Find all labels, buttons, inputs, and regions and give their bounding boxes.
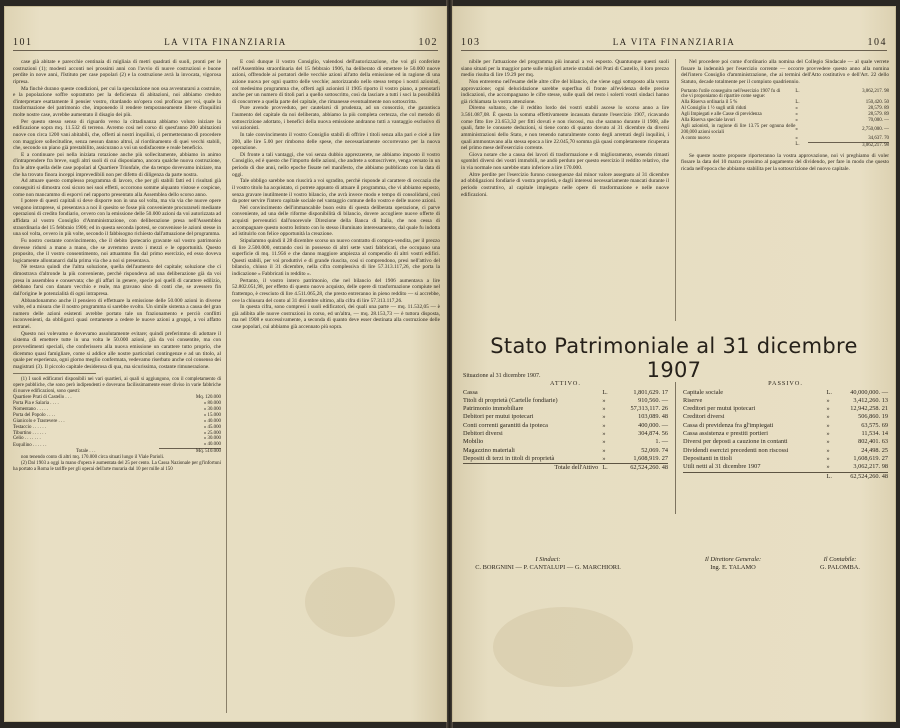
table-cell: Riserve bbox=[683, 396, 703, 404]
right-page bbox=[452, 6, 896, 722]
table-cell: » bbox=[795, 118, 798, 124]
page-number: 101 bbox=[13, 37, 33, 48]
table-row bbox=[463, 430, 668, 438]
table-cell: Patrimonio immobiliare bbox=[463, 405, 524, 413]
paragraph: Nè restava quindi che l'altra soluzione, quella dell'aumento del capitale; soluzione che ci dimostrava d'altronde la più conveniente, perchè rispondeva ad una deliberazione già da voi presa in assemblea e conservata; che gli affari in genere, specie poi quelli di carattere edilizio, debbano farsi con danaro vecchio e reale, ma gravano sino di conti che, se avessero fin dall'origine le potenzialità di ogni intrapresa. bbox=[13, 264, 221, 297]
signature-names: C. BORGNINI — P. CANTALUPI — G. MARCHIORI. bbox=[475, 564, 621, 572]
paragraph: E a continuare poi nella iniziata rotazione anche più sollecitamente, abbiamo in animo d'intraprendere fra breve, sugli altri suoli di cui disponiamo, ancora qualche nuova costruzione, fra le altre quella delle case popolari al Quartiere Trionfale, che da tempo dovevamo iniziare, ma che ha trovato finora inceppi imprevedibili non per difetto di diligenza da parte nostra. bbox=[13, 151, 221, 178]
paragraph: Se queste nostre proposte riporteranno la vostra approvazione, noi vi preghiamo di voler fissare la data del 10 marzo prossimo al pagamento del dividendo, per fare in modo che questo ricada nell'epoca che abbiamo stabilita per la sottoscrizione del nuovo capitale. bbox=[681, 152, 889, 172]
text-column-2 bbox=[232, 59, 440, 717]
footnote-text: non tenendo conto di altri mq. 170.000 circa situati lungo il Viale Parioli. bbox=[21, 455, 165, 461]
paragraph: Ad attuare questo complesso programma di lavoro, che per gli stabili fatti ed i risultati già conseguiti si dimostra così sicuro nei suoi effetti, occorrono somme alquanto vistose e cospicue, come non mancammo di esporvi nel rapporto presentato alla Assemblea dello scorso anno. bbox=[13, 178, 221, 198]
table-cell: » 25.000 bbox=[203, 430, 221, 436]
table-cell: » bbox=[826, 438, 830, 446]
table-row bbox=[683, 389, 888, 397]
liabilities-total-row bbox=[683, 472, 888, 481]
table-cell: » bbox=[826, 396, 830, 404]
paragraph: Stipulammo quindi il 28 dicembre scorso un nuovo contratto di compra-vendita, per il prezzo di lire 2.500.000, entrando così in possesso di altri sette vasti fabbricati, che occupano una superficie di mq. 11.956 e che danno maggiore ampiezza al compendio di altri vostri edifici. Questi stabili, per voi produttivi e di grande riuscita, così si comprendono, presi nell'attivo del bilancio, chiuso il 31 dicembre, nella cifra complessiva di lire 57.313.117,26, che porta la indicazione « Fabbricati in reddito ». bbox=[232, 237, 440, 277]
signature-block-direttore bbox=[678, 556, 788, 573]
table-row bbox=[463, 447, 668, 455]
text-column-1 bbox=[461, 59, 669, 321]
table-row bbox=[463, 405, 668, 413]
footnote-table bbox=[13, 395, 221, 455]
table-cell: » 40.000 bbox=[203, 418, 221, 424]
table-cell: Testaccio . . . . . . bbox=[13, 424, 47, 430]
table-cell: » bbox=[602, 430, 606, 438]
table-row bbox=[463, 413, 668, 421]
table-cell: » bbox=[826, 430, 830, 438]
table-cell: 34,637. 70 bbox=[868, 135, 889, 141]
balance-divider bbox=[675, 382, 676, 514]
table-cell: » 80.000 bbox=[203, 401, 221, 406]
table-cell: Creditori diversi bbox=[683, 413, 725, 421]
table-cell: Alla Riserva ordinaria il 5 % bbox=[681, 100, 738, 106]
table-cell: Capitale sociale bbox=[683, 388, 724, 396]
table-row bbox=[463, 455, 668, 464]
table-cell: Mq. 510.000 bbox=[159, 449, 222, 455]
paragraph: Ma finchè durano queste condizioni, per cui la speculazione non osa avventurarsi a costruire, e la popolazione soffre soprattutto per la deficienza di abitazioni, noi abbiamo creduto d'interpretare esattamente il pensier vostro, ritardando un'opera così proficua per voi, quale la trasformazione del patrimonio che, imponendo il rendere temporaneamente libere d'inquilini molte nostre case, avrebbe aumentato il disagio dei più. bbox=[13, 85, 221, 118]
table-cell: » 40.000 bbox=[203, 442, 221, 448]
table-cell: 1,608,619. 27 bbox=[853, 454, 888, 462]
table-cell: che vi proponiamo di ripartire come segue: bbox=[681, 94, 766, 100]
assets-total-row bbox=[463, 464, 668, 473]
signature-names: G. PALOMBA. bbox=[819, 564, 861, 572]
paragraph: Pertanto, il vostro intero patrimonio, che nel bilancio del 1906 aumentava a lire 52.802.051,98, per effetto di questo nuovo acquisto, delle opere di trasformazione compiute nel frattempo, è cresciuto di lire 4.511.065,28, che presto entreranno in pieno reddito — si accrebbe, ove la chiusura del conto al 31 dicembre ultimo, alla cifra di lire 57.313.117,26. bbox=[232, 277, 440, 304]
table-cell: 62,524,260. 48 bbox=[836, 472, 888, 481]
paragraph: Fu nostro costante convincimento, che il debito ipotecario gravante sul vostro patrimonio dovesse ridursi a mano a mano, che se avremmo avuto i mezzi e le opportunità. Questo proposito, che il vostro consentimento, noi attuammo fin dal primo esercizio, ed esso doveva logicamente allontanarci dalla prima via che a noi si presentava. bbox=[13, 237, 221, 264]
table-cell: » bbox=[602, 446, 606, 454]
table-cell: L. bbox=[795, 142, 800, 148]
table-cell: 1. — bbox=[655, 438, 668, 446]
table-cell: 40,000,000. — bbox=[850, 388, 888, 396]
balance-sheet-title: Stato Patrimoniale al 31 dicembre 1907 bbox=[490, 334, 858, 382]
table-cell: » bbox=[795, 136, 798, 141]
table-cell: Alla Riserva speciale lavori bbox=[681, 118, 736, 124]
paragraph: Giova notare che a causa dei lavori di trasformazione e di miglioramento, essendo rimasti sgombri diversi dei vostri immobili, ne andò perduto per questo esercizio il reddito relativo, che in via normale non sarebbe stato inferiore a lire 170.000. bbox=[461, 151, 669, 171]
liabilities-heading: PASSIVO. bbox=[768, 380, 803, 388]
footnote-rule bbox=[13, 373, 96, 374]
table-cell: L. bbox=[826, 388, 832, 396]
left-page bbox=[4, 6, 447, 722]
journal-title: LA VITA FINANZIARIA bbox=[164, 37, 287, 47]
signature-block-sindaci bbox=[463, 556, 633, 573]
signature-heading: Il Direttore Generale: bbox=[704, 556, 762, 563]
table-cell: Cassa bbox=[463, 388, 478, 396]
table-cell: Agli azionisti, in ragione di lire 13.75 per ognuna delle 200,000 azioni sociali bbox=[681, 123, 796, 135]
table-cell: Gianicolo e Trastevere . . . bbox=[13, 418, 65, 424]
table-cell: » bbox=[602, 413, 606, 421]
table-row bbox=[683, 405, 888, 413]
table-cell: 63,575. 69 bbox=[861, 421, 888, 429]
table-cell: Depositi di terzi in titoli di proprietà bbox=[463, 454, 555, 462]
table-cell: 506,860. 19 bbox=[858, 413, 888, 421]
table-cell: » bbox=[795, 106, 798, 112]
text-column-2 bbox=[681, 59, 889, 321]
paragraph: Di fronte a tali vantaggi, che voi senza dubbio apprezzerete, ne abbiamo imposto il vostro Consiglio, ed è questo che l'importo delle azioni, che andrete a sottoscrivere, venga versato in un periodo di due anni, nello epoche fissate nel manifesto, che abbiamo pubblicato con la data di oggi. bbox=[232, 151, 440, 178]
table-total-row bbox=[681, 142, 889, 148]
table-cell: Utili netti al 31 dicembre 1907 bbox=[683, 463, 761, 471]
table-row bbox=[683, 447, 888, 455]
situation-date: Situazione al 31 dicembre 1907. bbox=[463, 373, 541, 379]
table-cell: 70,000. — bbox=[868, 118, 889, 124]
table-cell: L. bbox=[602, 464, 612, 473]
table-row bbox=[683, 463, 888, 472]
table-cell: Diversi per deposti a cauzione in contanti bbox=[683, 438, 788, 446]
table-cell: 62,524,260. 48 bbox=[612, 464, 668, 473]
paragraph: Pure avendo provveduto, per cautelarsi di prudenza, ad un consorzio, che garantisca l'aumento del capitale da noi deliberato, abbiamo la più completa certezza, che col metodo di sottoscrizione adottato, i benefici della nuova emissione andranno tutti a vantaggio esclusivo di voi azionisti. bbox=[232, 105, 440, 132]
signature-heading: I Sindaci: bbox=[535, 556, 561, 563]
table-cell: Agli Impiegati e alle Casse di previdenza bbox=[681, 112, 762, 118]
paragraph: In tale convincimento il vostro Consiglio stabilì di offrire i titoli senza alla pari e cioè a lire 200, alle lire 5.00 per rimborso delle spese, che necessariamente occorrevano per la nuova operazione. bbox=[232, 131, 440, 152]
table-cell: » bbox=[826, 463, 830, 471]
table-row bbox=[683, 438, 888, 446]
table-row bbox=[463, 397, 668, 405]
table-cell: 28,579. 89 bbox=[868, 106, 889, 112]
table-cell: 150,420. 50 bbox=[865, 100, 889, 106]
paragraph: case già abitate e parecchie centinaia di migliaia di metri quadrati di suoli, pronti per le costruzioni (1); modesti acconti nei prossimi anni con l'avvio di nuove costruzioni e buone perdite in nove anni, l'Istituto per case popolari (2) e la costruzione avrà la invocata, vigorosa ripresa. bbox=[13, 59, 221, 85]
assets-side bbox=[463, 372, 668, 473]
table-cell: Portanto l'utile conseguito nell'esercizio 1907 fu di bbox=[681, 88, 781, 94]
table-cell: » bbox=[826, 413, 830, 421]
table-cell: 52,069. 74 bbox=[641, 446, 668, 454]
table-cell: Titoli di proprietà (Cartelle fondiarie) bbox=[463, 396, 558, 404]
paragraph: I potere di questi capitali si deve disporre non in una sol volta, ma via via che nuove opere vengono intraprese, si presentava a noi il quesito se fosse più conveniente procurarseli mediante operazioni di credito fondiario, ovvero con la emissione delle 50.000 azioni da voi autorizzata ad affidata al vostro Consiglio d'Amministrazione, con deliberazione presa nell'Assemblea straordinaria del 15 febbraio 1906; ed in questa seconda ipotesi, se convenisse le azioni stesse in una sol volta, ovvero in più volte, secondo il fabbisogno richiesto dall'attuazione del programma. bbox=[13, 198, 221, 238]
table-cell: Creditori per mutui ipotecari bbox=[683, 405, 756, 413]
table-cell: Totale dell'Attivo bbox=[463, 464, 602, 473]
table-cell: Conti correnti garantiti da ipoteca bbox=[463, 421, 548, 429]
text-column-1 bbox=[13, 59, 221, 717]
table-cell: Magazzino materiali bbox=[463, 446, 515, 454]
liabilities-table bbox=[683, 389, 888, 481]
table-cell: » bbox=[795, 112, 798, 118]
table-cell: Debitori per mutui ipotecari bbox=[463, 413, 534, 421]
table-cell: Mq. 120.000 bbox=[195, 395, 221, 401]
page-number: 104 bbox=[867, 37, 887, 48]
table-cell: Porta Pia e Salaria . . . . bbox=[13, 401, 59, 406]
table-cell: Porta del Popolo . . . . bbox=[13, 412, 56, 418]
paragraph: Tale obbligo sarebbe non riuscirà a voi sgradito, perchè risponde al carattere di ceccazia che il vostro titolo ha acquistato, ci potrete appunto di attuare il programma, che vi abbiamo esposto, senza gravare inutilmente il vostro bilancio, che avrà invece modo e tempo di consolidarsi, così da poter servire l'intero capitale sociale nel vantaggio comune dello vostro e delle nuove azioni. bbox=[232, 178, 440, 205]
table-cell: 910,560. — bbox=[638, 396, 668, 404]
table-cell: » bbox=[826, 405, 830, 413]
table-cell: » bbox=[602, 405, 606, 413]
paragraph: Nel convincimento dell'immancabile buon esito di questa deliberata operazione, ci parve conveniente, ad una delle riforme disponibilità di bilancio, dovere accogliere nuove offerte di acquisti pervenutici dall'onorevole Direzione della Banca di Italia, che non cessa di accompagnare questo nostro Istituto con lo stesso illuminato interessamento, dal quale fu indotta ad istituirlo con felice opportunità la creazione. bbox=[232, 204, 440, 238]
table-cell: L. bbox=[795, 100, 800, 106]
signatures bbox=[463, 556, 885, 582]
table-cell: 103,089. 48 bbox=[638, 413, 668, 421]
table-cell: » bbox=[602, 396, 606, 404]
table-cell: 1,608,919. 27 bbox=[633, 454, 668, 462]
page-number: 103 bbox=[461, 37, 481, 48]
table-cell: » 30.000 bbox=[203, 436, 221, 442]
paragraph: E così dunque il vostro Consiglio, valendosi dell'autorizzazione, che voi gli conferiste nell'Assemblea straordinaria del 15 febbraio 1906, ha deliberato di emettere le 50.000 nuove azioni, offrendole ai portatori delle vecchie azioni all'atto della emissione ed in ragione di una azione nuova per ogni quattro delle vecchie; autorizzando nello stesso tempo i nostri azionisti, col medesimo programma che, offerti agli azionisti il 1905 riporto il vostro piano, a prenotarli anche per un numero di titoli pari a quello sottoscritto, così da lasciare a tutti i soci la possibilità di concorrere a quella parte del capitale, che rimanesse eventualmente non sottoscritta. bbox=[232, 59, 440, 105]
column-divider bbox=[675, 59, 676, 321]
table-cell: 11,534. 14 bbox=[861, 430, 888, 438]
table-cell: 24,498. 25 bbox=[861, 446, 888, 454]
table-cell: L. bbox=[795, 88, 800, 94]
table-cell: 12,942,258. 21 bbox=[850, 405, 888, 413]
table-cell: Totale . . . bbox=[76, 449, 96, 454]
paragraph: Abbandonammo anche il pensiero di effettuare la emissione delle 50.000 azioni in diverse volte, ed a misura che il nostro programma si sarebbe svolto. Un simile sistema a causa del gran numero delle azioni esistenti avrebbe portato tale un frazionamento e perciò conflitti inconvenienti, da obbligarci quasi certamente a cedere le nuove azioni a gruppi, a voi affatto estranei. bbox=[13, 297, 221, 330]
paragraph: In questa cifra, sono compresi i suoli edificatori, dei quali una parte — mq. 11.532,05 — è già adibita alle nuove costruzioni in corso, ed un'altra, — mq. 28.153,73 — è tuttora disposta, ma nel 1908 e successivamente, a seconda di quanto deve esser destinata alla costruzione delle case popolari, cui abbiamo già accennato più sopra. bbox=[232, 304, 440, 330]
table-cell: Dividendi esercizi precedenti non riscossi bbox=[683, 446, 789, 454]
table-row bbox=[683, 430, 888, 438]
footnote-1 bbox=[13, 377, 221, 473]
table-cell: » bbox=[826, 446, 830, 454]
table-cell: » 15.000 bbox=[203, 412, 221, 418]
page-number: 102 bbox=[418, 37, 438, 48]
blank-area bbox=[463, 592, 885, 712]
assets-heading: ATTIVO. bbox=[550, 380, 581, 388]
table-cell: Esquilino . . . . . . bbox=[13, 442, 47, 448]
table-row bbox=[683, 422, 888, 430]
paragraph: Altre perdite per l'esercizio furono conseguenze dal minor valore assegnato al 31 dicembre ad obbligazioni fondiarie di vostra proprietà, e dagli interessi necessariamente mancati durante il periodo costruttivo, al capitale impiegato nelle opere di trasformazione e nelle nuove edificazioni. bbox=[461, 171, 669, 198]
table-cell: 3,062,217. 98 bbox=[808, 142, 889, 148]
table-row bbox=[463, 389, 668, 397]
table-cell: 802,401. 63 bbox=[858, 438, 888, 446]
right-running-head bbox=[461, 37, 887, 51]
table-cell: 3,062,217. 98 bbox=[853, 463, 888, 471]
paragraph: Nel procedere poi come d'ordinario alla nomina del Collegio Sindacale — al quale verrete fissare la indennità per l'esercizio corrente — occorre provvedere questo anno alla nomina dell'intero Consiglio d'amministrazione, che ai termini dell'Atto costitutivo e dell'Art. 22 dello Statuto, decade totalmente per il compiuto quadriennio. bbox=[681, 59, 889, 85]
table-cell: 28,579. 89 bbox=[868, 112, 889, 118]
footnote-2: (2) Dal 1903 a oggi la mano d'opera è aumentata del 25 per cento. La Cassa Nazionale per gl'infortuni ha portato a Roma le tariffe per gli operai dell'arte muraria dal 10 per mille al 150 bbox=[13, 461, 221, 472]
table-cell: » bbox=[602, 438, 606, 446]
liabilities-side bbox=[683, 372, 888, 481]
signature-heading: Il Contabile: bbox=[823, 556, 857, 563]
table-cell: L. bbox=[602, 388, 608, 396]
table-cell: » bbox=[826, 421, 830, 429]
table-cell: » 45.000 bbox=[203, 424, 221, 430]
signature-names: Ing. E. TALAMO bbox=[710, 564, 756, 572]
table-row bbox=[683, 413, 888, 421]
table-cell: Mobilio bbox=[463, 438, 484, 446]
column-divider bbox=[226, 59, 227, 713]
table-cell: Tiburtino . . . . . . bbox=[13, 430, 46, 436]
table-cell: 57,313,117. 26 bbox=[630, 405, 668, 413]
paragraph: nibile per l'attuazione del programma più innanzi a voi esposto. Quantunque questi suoli siano situati per la maggior parte sulle migliori arterie stradali del Prati di Castello, il loro prezzo medio risulta di lire 19.29 per mq. bbox=[461, 59, 669, 79]
table-cell: Debitori diversi bbox=[463, 430, 503, 438]
table-cell: 3,062,217. 98 bbox=[862, 88, 889, 94]
table-cell: Cassa assistenza e prestiti portieri bbox=[683, 430, 768, 438]
assets-table bbox=[463, 389, 668, 473]
balance-sheet bbox=[463, 372, 888, 562]
table-cell: 3,412,260. 13 bbox=[853, 396, 888, 404]
table-cell: 2,750,000. — bbox=[862, 126, 889, 132]
table-row bbox=[463, 422, 668, 430]
table-cell: Cassa di previdenza fra gl'impiegati bbox=[683, 421, 774, 429]
paragraph: Per questo stesso senso di riguardo verso la cittadinanza abbiamo voluto iniziare la edificazione sopra mq. 11.532 di terreno. Avremo così nel corso di quest'anno 200 abitazioni nuove con circa 1200 vani abitabili, che, offerti ai nostri inquilini, ci permetteranno di procedere con maggiore sollecitudine, senza nessun danno altrui, al riordinamento di quei vecchi stabili, che, secondo un piano già prestabilito, assicurano a voi un sodisfacente e reale beneficio. bbox=[13, 118, 221, 152]
table-cell: 400,000. — bbox=[638, 421, 668, 429]
table-cell: Depositanti in titoli bbox=[683, 454, 732, 462]
table-cell: » bbox=[602, 454, 606, 462]
table-cell: » 30.000 bbox=[203, 406, 221, 412]
footnote-text: (1) I suoli edificatori disponibili nei vari quartieri, ai quali si aggiungono, con il completamento di opere pubbliche, che sono però indipendenti e dovevano facilissimamente esser diviso in varie fabbriche di nuove edificazioni, sono questi: bbox=[13, 377, 221, 395]
profit-distribution-table bbox=[681, 89, 889, 149]
paragraph: Questo noi volevamo e dovevamo assolutamente evitare; quindi preferimmo di adottare il sistema di emettere tutte in una volta le 50.000 azioni, già da voi consentite, ma con provvedimenti speciali, che conferissero alla nuova emissione un carattere tutto proprio, che dicemmo quasi famigliare, come si addice alle nostre particolari contingenze e ad un titolo, al quale per esperienza, ogni giorno meglio confermata, vedevamo riserbato anche col consenso dei magistrati (3). Il piccolo capitale desiderosa di qua, ma sicurissima, costante rimunerazione. bbox=[13, 330, 221, 370]
table-cell: Nomentano . . . . . bbox=[13, 406, 49, 412]
table-row bbox=[683, 397, 888, 405]
paragraph: Diremo soltanto, che il reddito lordo dei vostri stabili ascese lo scorso anno a lire 3.561.087,08. È questa la somma effettivamente incassata durante l'esercizio 1907, ricavando come fitto lire 23.653,32 per fitti dovuti e non riscossi, ma che saranno durante il 1908, alle quali, fatte le consuete deduzioni, si tiene conto di quanto dovuto al 31 dicembre da diversi amministrazioni dello Stato, e non tenendo naturalmente conto degli arretrati degli inquilini, i quali ammontavano alla stessa epoca a lire 22.045,70 somma già quasi completamente ricuperata nel primo mese dell'esercizio corrente. bbox=[461, 105, 669, 152]
left-running-head bbox=[13, 37, 438, 51]
table-cell: » bbox=[602, 421, 606, 429]
table-row bbox=[681, 124, 889, 136]
table-cell: » bbox=[826, 454, 830, 462]
table-cell: Celio . . . . . . . bbox=[13, 436, 41, 442]
signature-block-contabile bbox=[793, 556, 887, 573]
table-cell: Al Consiglio 1 ½ sugli utili riduti bbox=[681, 106, 747, 112]
table-cell: 304,874. 56 bbox=[638, 430, 668, 438]
table-row bbox=[683, 455, 888, 463]
table-cell: A conto nuovo bbox=[681, 136, 710, 141]
table-cell: 1,801,629. 17 bbox=[633, 388, 668, 396]
table-row bbox=[463, 438, 668, 446]
journal-title: LA VITA FINANZIARIA bbox=[612, 37, 736, 47]
paragraph: Non entreremo nell'esame delle altre cifre del bilancio, che viene oggi sottoposto alla vostra approvazione; ogni delucidazione sarebbe superflua di fronte all'evidenza delle precise indicazioni, che accompagnano le cifre stesse, sulle quali del resto i solerti vostri sindaci hanno già richiamata la vostra attenzione. bbox=[461, 78, 669, 105]
table-cell: Quartiere Prati di Castello . . . bbox=[13, 395, 72, 401]
table-cell: L. bbox=[826, 472, 836, 481]
table-cell: » bbox=[795, 126, 798, 132]
